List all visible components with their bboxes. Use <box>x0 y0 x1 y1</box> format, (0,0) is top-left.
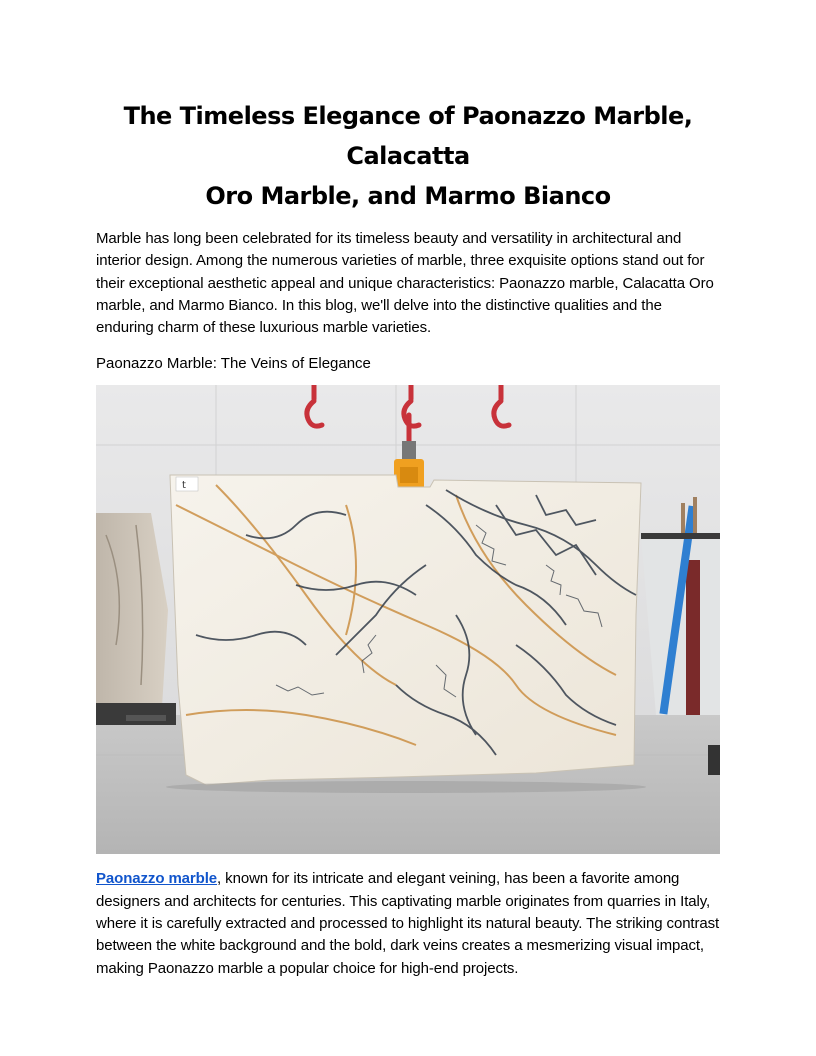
title-line-2: Oro Marble, and Marmo Bianco <box>205 182 611 210</box>
section-heading: Paonazzo Marble: The Veins of Elegance <box>96 355 371 373</box>
marble-slab-photo <box>96 385 720 854</box>
section-paragraph-text: , known for its intricate and elegant veining, has been a favorite among designers and architects for centuries. This captivating marble originates from quarries in Italy, where it is carefully extracted and processed to highlight its natural beauty. The striking contrast between the white background and the bold, dark veins creates a mesmerizing visual impact, making Paonazzo marble a popular choice for high-end projects. <box>96 870 720 977</box>
rack-post <box>686 560 700 715</box>
slab-label-text: t <box>182 480 186 492</box>
paonazzo-marble-link[interactable]: Paonazzo marble <box>96 870 218 888</box>
section-paragraph <box>96 868 720 979</box>
intro-paragraph: Marble has long been celebrated for its timeless beauty and versatility in architectural and interior design. Among the numerous varieties of marble, three exquisite options stand out for their exceptional aesthetic appeal and unique characteristics: Paonazzo marble, Calacatta Oro marble, and Marmo Bianco. In this blog, we'll delve into the distinctive qualities and the enduring charm of these luxurious marble varieties. <box>96 230 714 337</box>
page-title <box>96 96 720 216</box>
slab-label <box>176 477 198 491</box>
title-line-1: The Timeless Elegance of Paonazzo Marble, Calacatta <box>123 102 693 170</box>
document-page <box>96 96 720 994</box>
paonazzo-slab <box>170 475 641 785</box>
